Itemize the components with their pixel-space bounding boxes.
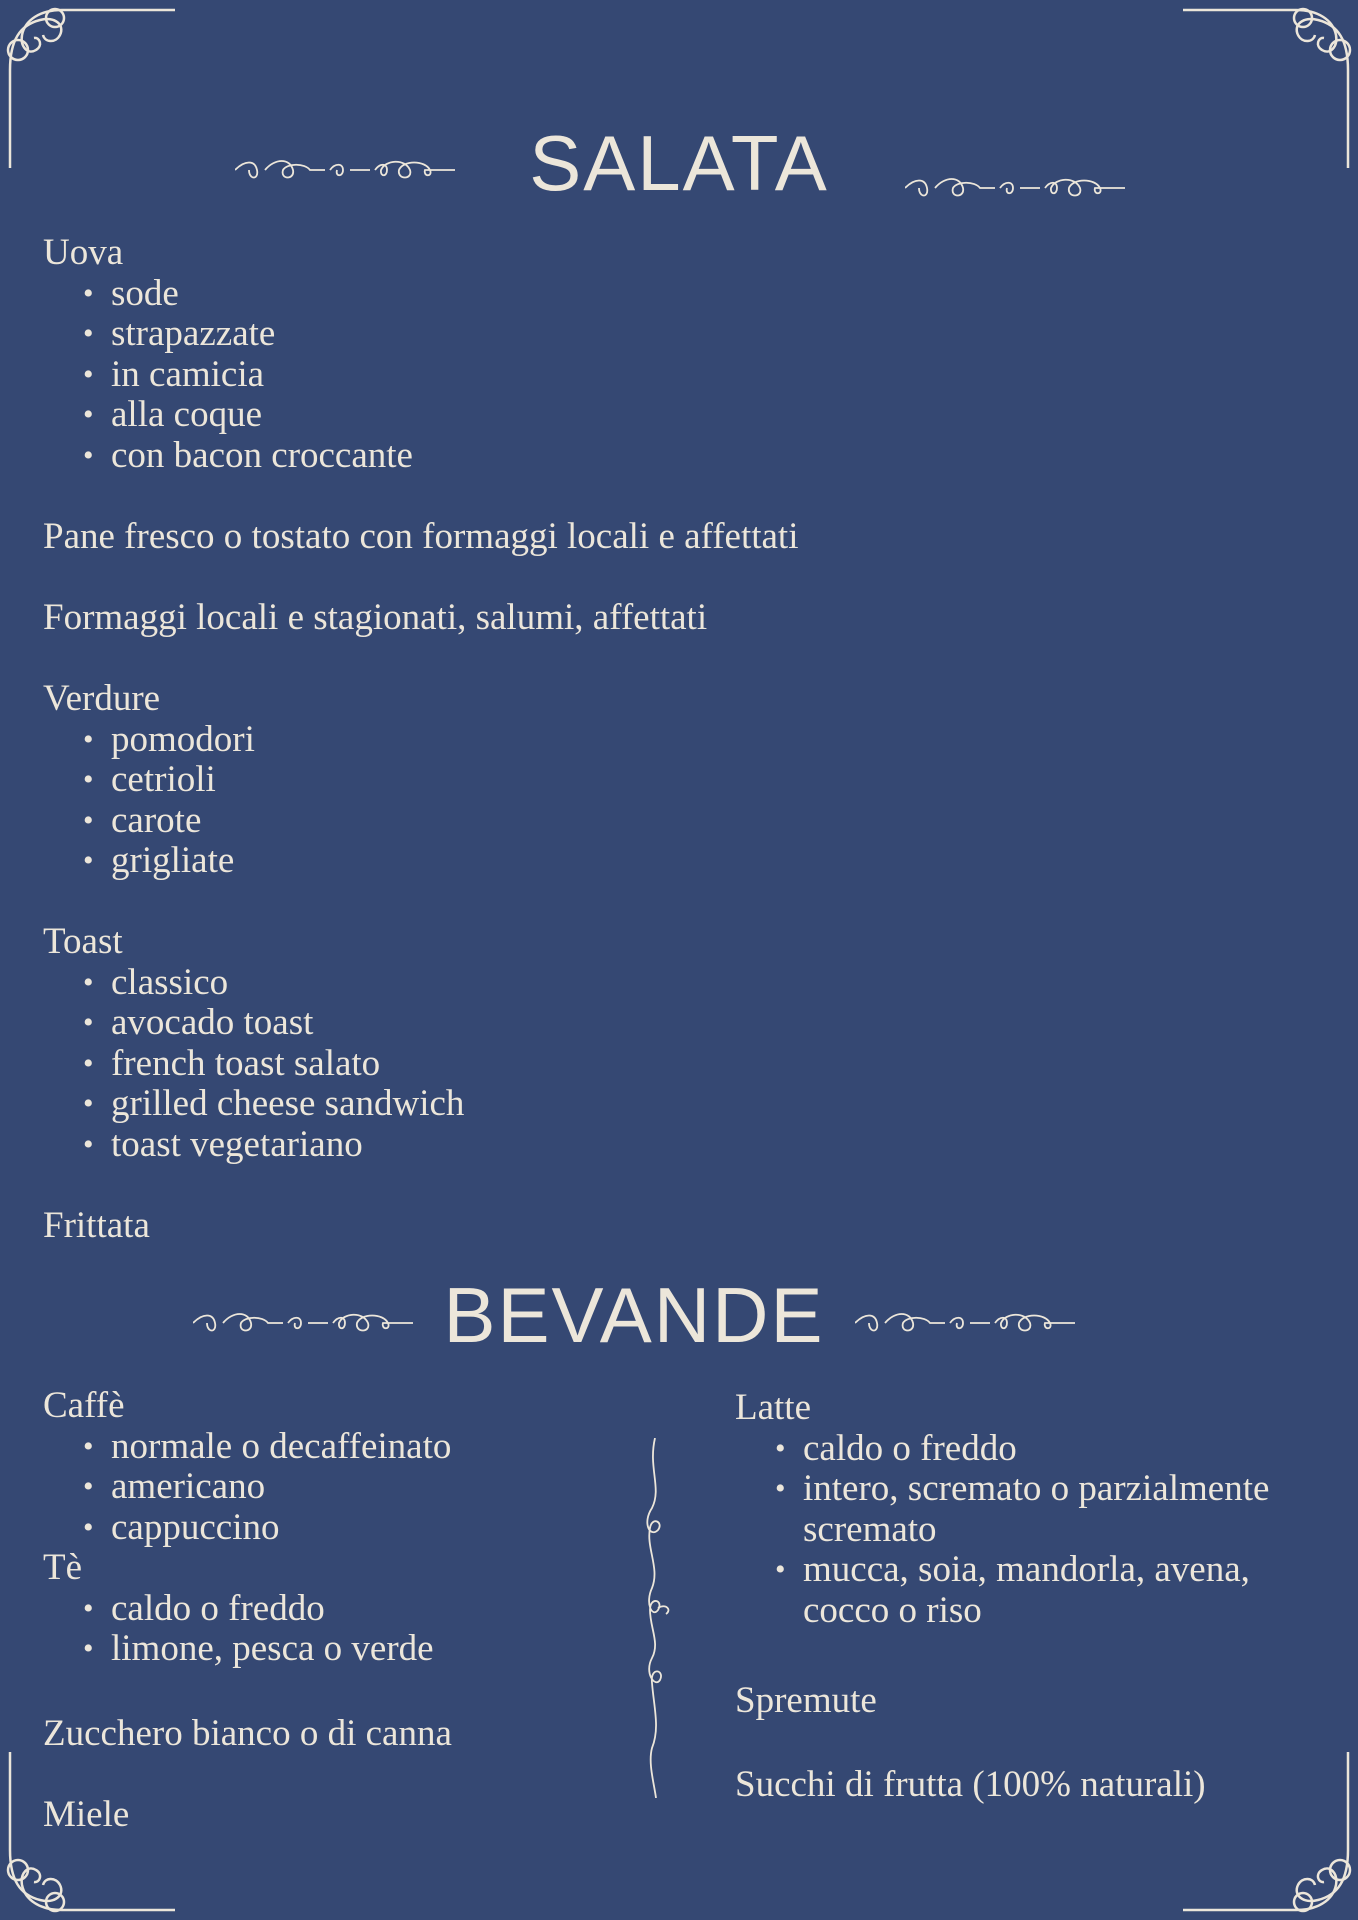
pane-item: Pane fresco o tostato con formaggi locali e affettati xyxy=(43,516,799,557)
spremute-item: Spremute xyxy=(735,1680,877,1721)
list-item: • classico xyxy=(111,963,464,1004)
formaggi-item: Formaggi locali e stagionati, salumi, affettati xyxy=(43,597,708,638)
list-item: • avocado toast xyxy=(111,1003,464,1044)
te-list xyxy=(43,1589,643,1670)
te-title: Tè xyxy=(43,1547,83,1588)
list-item: • french toast salato xyxy=(111,1044,464,1085)
list-item: • alla coque xyxy=(111,395,413,436)
toast-list xyxy=(43,963,464,1166)
verdure-section xyxy=(43,679,255,882)
salata-section xyxy=(43,233,413,476)
uova-list xyxy=(43,274,413,477)
bevande-left-column xyxy=(43,1386,643,1670)
caffe-list xyxy=(43,1427,643,1549)
latte-list xyxy=(735,1429,1283,1632)
list-item: • strapazzate xyxy=(111,314,413,355)
verdure-title: Verdure xyxy=(43,678,161,719)
list-item: • limone, pesca o verde xyxy=(111,1629,643,1670)
flourish-icon xyxy=(905,173,1125,203)
list-item: • cetrioli xyxy=(111,760,255,801)
caffe-title: Caffè xyxy=(43,1385,125,1426)
vertical-flourish-icon xyxy=(630,1438,680,1798)
succhi-item: Succhi di frutta (100% naturali) xyxy=(735,1764,1206,1805)
list-item: • caldo o freddo xyxy=(111,1589,643,1630)
bevande-right-column xyxy=(735,1388,1335,1631)
zucchero-item: Zucchero bianco o di canna xyxy=(43,1713,452,1754)
frittata-item: Frittata xyxy=(43,1205,150,1246)
list-item: • mucca, soia, mandorla, avena, cocco o riso xyxy=(803,1550,1283,1631)
list-item: • carote xyxy=(111,801,255,842)
toast-title: Toast xyxy=(43,921,123,962)
list-item: • grilled cheese sandwich xyxy=(111,1084,464,1125)
list-item: • toast vegetariano xyxy=(111,1125,464,1166)
section-title-salata: SALATA xyxy=(529,119,829,207)
list-item: • grigliate xyxy=(111,841,255,882)
list-item: • intero, scremato o parzialmente scremato xyxy=(803,1469,1283,1550)
list-item: • americano xyxy=(111,1467,643,1508)
list-item: • in camicia xyxy=(111,355,413,396)
list-item: • caldo o freddo xyxy=(803,1429,1283,1470)
section-title-bevande: BEVANDE xyxy=(443,1271,825,1359)
list-item: • normale o decaffeinato xyxy=(111,1427,643,1468)
uova-title: Uova xyxy=(43,232,124,273)
list-item: • sode xyxy=(111,274,413,315)
verdure-list xyxy=(43,720,255,882)
list-item: • pomodori xyxy=(111,720,255,761)
flourish-icon xyxy=(855,1308,1075,1338)
miele-item: Miele xyxy=(43,1794,130,1835)
list-item: • cappuccino xyxy=(111,1508,643,1549)
list-item: • con bacon croccante xyxy=(111,436,413,477)
toast-section xyxy=(43,922,464,1165)
latte-title: Latte xyxy=(735,1387,812,1428)
